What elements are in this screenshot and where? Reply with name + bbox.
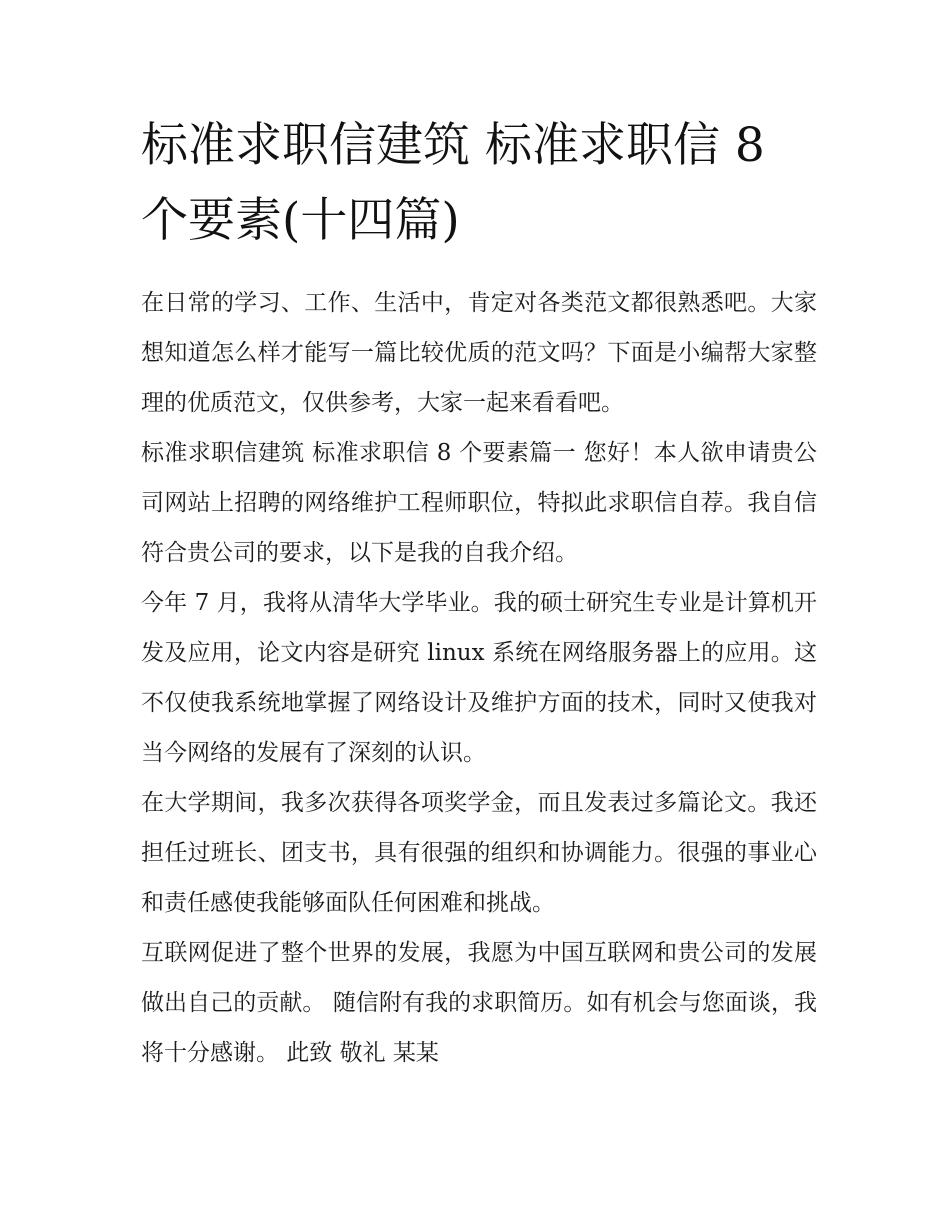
paragraph-list xyxy=(141,278,817,1078)
paragraph-closing: 互联网促进了整个世界的发展，我愿为中国互联网和贵公司的发展做出自己的贡献。 随信附有我的求职简历。如有机会与您面谈，我将十分感谢。 此致 敬礼 某某 xyxy=(141,940,817,1066)
paragraph-education: 今年 7 月，我将从清华大学毕业。我的硕士研究生专业是计算机开发及应用，论文内容是研究 linux 系统在网络服务器上的应用。这不仅使我系统地掌握了网络设计及维护方面的技术，同时又使我对当今网络的发展有了深刻的认识。 xyxy=(141,590,817,766)
document-title: 标准求职信建筑 标准求职信 8 个要素(十四篇) xyxy=(141,118,765,248)
paragraph-achievements: 在大学期间，我多次获得各项奖学金，而且发表过多篇论文。我还担任过班长、团支书，具有很强的组织和协调能力。很强的事业心和责任感使我能够面队任何困难和挑战。 xyxy=(141,790,817,916)
paragraph-intro: 在日常的学习、工作、生活中，肯定对各类范文都很熟悉吧。大家想知道怎么样才能写一篇比较优质的范文吗？下面是小编帮大家整理的优质范文，仅供参考，大家一起来看看吧。 xyxy=(141,290,817,416)
document-body xyxy=(141,108,817,1078)
paragraph-application: 标准求职信建筑 标准求职信 8 个要素篇一 您好！本人欲申请贵公司网站上招聘的网络维护工程师职位，特拟此求职信自荐。我自信符合贵公司的要求，以下是我的自我介绍。 xyxy=(141,440,817,566)
